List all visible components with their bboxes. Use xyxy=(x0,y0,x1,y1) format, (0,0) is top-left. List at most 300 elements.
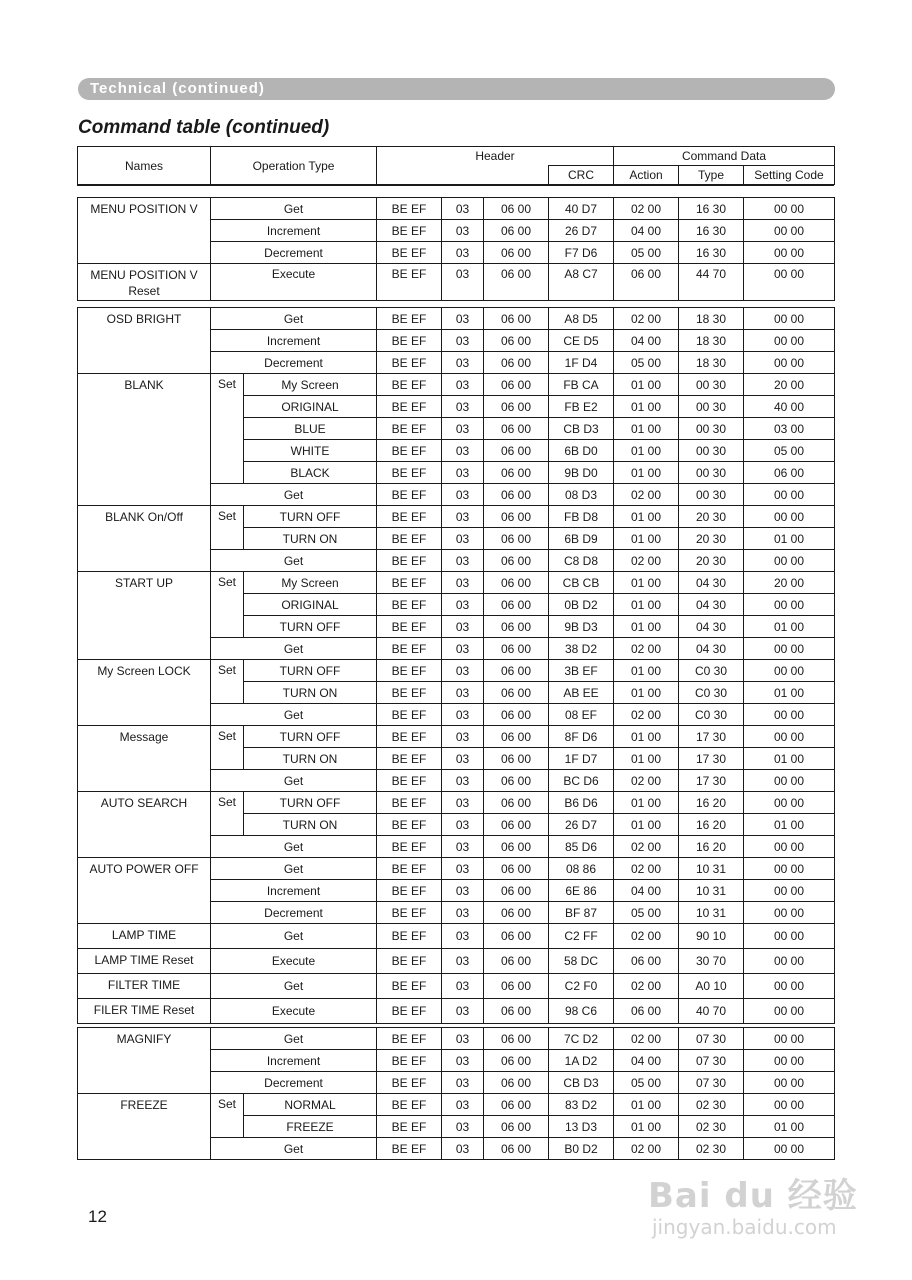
operation-type: Get xyxy=(211,638,377,660)
table-row xyxy=(78,1028,835,1050)
setting-code-value: 00 00 xyxy=(744,1138,835,1160)
action-value: 02 00 xyxy=(614,770,679,792)
type-value: 10 31 xyxy=(679,880,744,902)
header-byte-06-00: 06 00 xyxy=(484,638,549,660)
command-table-group xyxy=(77,307,835,1024)
header-byte-06-00: 06 00 xyxy=(484,748,549,770)
header-byte-06-00: 06 00 xyxy=(484,616,549,638)
setting-code-value: 00 00 xyxy=(744,660,835,682)
crc-value: B0 D2 xyxy=(549,1138,614,1160)
action-value: 02 00 xyxy=(614,836,679,858)
type-value: 17 30 xyxy=(679,770,744,792)
setting-code-value: 00 00 xyxy=(744,638,835,660)
crc-value: 6E 86 xyxy=(549,880,614,902)
col-header-setting-code: Setting Code xyxy=(744,166,835,185)
crc-value: 08 D3 xyxy=(549,484,614,506)
type-value: 20 30 xyxy=(679,550,744,572)
operation-type: Get xyxy=(211,550,377,572)
setting-code-value: 00 00 xyxy=(744,1072,835,1094)
header-byte-06-00: 06 00 xyxy=(484,330,549,352)
header-byte-06-00: 06 00 xyxy=(484,396,549,418)
command-name: MENU POSITION V xyxy=(78,198,211,264)
crc-value: 98 C6 xyxy=(549,999,614,1024)
action-value: 01 00 xyxy=(614,396,679,418)
operation-type: BLACK xyxy=(244,462,377,484)
table-row xyxy=(78,726,835,748)
header-byte-06-00: 06 00 xyxy=(484,352,549,374)
header-byte-be-ef: BE EF xyxy=(377,330,442,352)
header-byte-be-ef: BE EF xyxy=(377,528,442,550)
action-value: 02 00 xyxy=(614,704,679,726)
command-name: MENU POSITION V Reset xyxy=(78,264,211,301)
header-byte-be-ef: BE EF xyxy=(377,506,442,528)
type-value: 04 30 xyxy=(679,616,744,638)
header-byte-be-ef: BE EF xyxy=(377,1094,442,1116)
table-row xyxy=(78,660,835,682)
header-byte-03: 03 xyxy=(442,682,484,704)
crc-value: 08 EF xyxy=(549,704,614,726)
operation-type: Increment xyxy=(211,880,377,902)
header-byte-03: 03 xyxy=(442,726,484,748)
setting-code-value: 01 00 xyxy=(744,748,835,770)
operation-type: Get xyxy=(211,484,377,506)
type-value: 00 30 xyxy=(679,418,744,440)
header-byte-06-00: 06 00 xyxy=(484,902,549,924)
crc-value: A8 C7 xyxy=(549,264,614,301)
operation-type: Get xyxy=(211,974,377,999)
setting-code-value: 00 00 xyxy=(744,506,835,528)
crc-value: 9B D3 xyxy=(549,616,614,638)
watermark-logo: Bai du 经验 xyxy=(648,1176,858,1216)
action-value: 01 00 xyxy=(614,792,679,814)
header-byte-03: 03 xyxy=(442,352,484,374)
operation-type: FREEZE xyxy=(244,1116,377,1138)
header-byte-be-ef: BE EF xyxy=(377,220,442,242)
setting-code-value: 00 00 xyxy=(744,330,835,352)
setting-code-value: 05 00 xyxy=(744,440,835,462)
header-byte-06-00: 06 00 xyxy=(484,880,549,902)
action-value: 01 00 xyxy=(614,528,679,550)
header-byte-03: 03 xyxy=(442,484,484,506)
operation-type: Decrement xyxy=(211,352,377,374)
header-byte-06-00: 06 00 xyxy=(484,814,549,836)
header-byte-be-ef: BE EF xyxy=(377,638,442,660)
operation-type: TURN ON xyxy=(244,682,377,704)
header-byte-be-ef: BE EF xyxy=(377,880,442,902)
header-byte-03: 03 xyxy=(442,974,484,999)
type-value: 02 30 xyxy=(679,1138,744,1160)
operation-type: Get xyxy=(211,704,377,726)
setting-code-value: 00 00 xyxy=(744,594,835,616)
set-label: Set xyxy=(211,726,244,770)
operation-type: Get xyxy=(211,858,377,880)
type-value: 20 30 xyxy=(679,506,744,528)
header-byte-be-ef: BE EF xyxy=(377,770,442,792)
operation-type: My Screen xyxy=(244,572,377,594)
type-value: 16 30 xyxy=(679,242,744,264)
action-value: 01 00 xyxy=(614,572,679,594)
header-byte-03: 03 xyxy=(442,638,484,660)
action-value: 04 00 xyxy=(614,1050,679,1072)
crc-value: CB CB xyxy=(549,572,614,594)
header-byte-be-ef: BE EF xyxy=(377,682,442,704)
crc-value: CB D3 xyxy=(549,418,614,440)
type-value: 18 30 xyxy=(679,330,744,352)
header-byte-be-ef: BE EF xyxy=(377,999,442,1024)
type-value: 07 30 xyxy=(679,1050,744,1072)
crc-value: 83 D2 xyxy=(549,1094,614,1116)
header-byte-06-00: 06 00 xyxy=(484,1028,549,1050)
header-byte-06-00: 06 00 xyxy=(484,792,549,814)
header-byte-be-ef: BE EF xyxy=(377,484,442,506)
header-byte-03: 03 xyxy=(442,572,484,594)
header-byte-06-00: 06 00 xyxy=(484,572,549,594)
header-byte-03: 03 xyxy=(442,374,484,396)
command-name: AUTO POWER OFF xyxy=(78,858,211,924)
col-header-header: Header xyxy=(377,147,614,166)
header-byte-06-00: 06 00 xyxy=(484,418,549,440)
header-byte-06-00: 06 00 xyxy=(484,770,549,792)
type-value: 17 30 xyxy=(679,726,744,748)
command-name: LAMP TIME Reset xyxy=(78,949,211,974)
header-divider xyxy=(77,185,834,188)
set-label: Set xyxy=(211,506,244,550)
operation-type: TURN OFF xyxy=(244,616,377,638)
action-value: 01 00 xyxy=(614,748,679,770)
set-label: Set xyxy=(211,660,244,704)
operation-type: WHITE xyxy=(244,440,377,462)
table-row xyxy=(78,198,835,220)
crc-value: 6B D0 xyxy=(549,440,614,462)
type-value: 00 30 xyxy=(679,440,744,462)
operation-type: TURN ON xyxy=(244,814,377,836)
type-value: 17 30 xyxy=(679,748,744,770)
header-byte-be-ef: BE EF xyxy=(377,1028,442,1050)
action-value: 02 00 xyxy=(614,308,679,330)
type-value: 16 30 xyxy=(679,220,744,242)
setting-code-value: 00 00 xyxy=(744,484,835,506)
command-table-header xyxy=(77,146,835,185)
header-byte-03: 03 xyxy=(442,330,484,352)
col-header-type: Type xyxy=(679,166,744,185)
action-value: 02 00 xyxy=(614,858,679,880)
action-value: 01 00 xyxy=(614,462,679,484)
header-byte-03: 03 xyxy=(442,660,484,682)
action-value: 06 00 xyxy=(614,949,679,974)
operation-type: Execute xyxy=(211,999,377,1024)
header-byte-be-ef: BE EF xyxy=(377,418,442,440)
operation-type: TURN ON xyxy=(244,528,377,550)
header-byte-06-00: 06 00 xyxy=(484,1116,549,1138)
table-row xyxy=(78,974,835,999)
header-byte-be-ef: BE EF xyxy=(377,1138,442,1160)
type-value: 40 70 xyxy=(679,999,744,1024)
table-row xyxy=(78,858,835,880)
action-value: 02 00 xyxy=(614,638,679,660)
action-value: 01 00 xyxy=(614,374,679,396)
action-value: 01 00 xyxy=(614,594,679,616)
type-value: 02 30 xyxy=(679,1116,744,1138)
setting-code-value: 00 00 xyxy=(744,1050,835,1072)
col-header-operation-type: Operation Type xyxy=(211,147,377,185)
crc-value: 38 D2 xyxy=(549,638,614,660)
action-value: 01 00 xyxy=(614,660,679,682)
operation-type: Execute xyxy=(211,949,377,974)
header-byte-be-ef: BE EF xyxy=(377,748,442,770)
header-byte-be-ef: BE EF xyxy=(377,616,442,638)
action-value: 01 00 xyxy=(614,616,679,638)
action-value: 02 00 xyxy=(614,1028,679,1050)
type-value: A0 10 xyxy=(679,974,744,999)
table-row xyxy=(78,924,835,949)
action-value: 01 00 xyxy=(614,440,679,462)
header-byte-03: 03 xyxy=(442,902,484,924)
header-byte-be-ef: BE EF xyxy=(377,396,442,418)
type-value: C0 30 xyxy=(679,704,744,726)
header-byte-03: 03 xyxy=(442,220,484,242)
header-byte-06-00: 06 00 xyxy=(484,242,549,264)
type-value: 02 30 xyxy=(679,1094,744,1116)
crc-value: B6 D6 xyxy=(549,792,614,814)
operation-type: ORIGINAL xyxy=(244,396,377,418)
header-byte-03: 03 xyxy=(442,462,484,484)
header-byte-06-00: 06 00 xyxy=(484,682,549,704)
action-value: 02 00 xyxy=(614,924,679,949)
operation-type: My Screen xyxy=(244,374,377,396)
header-byte-03: 03 xyxy=(442,1072,484,1094)
crc-value: 40 D7 xyxy=(549,198,614,220)
crc-value: CB D3 xyxy=(549,1072,614,1094)
header-byte-06-00: 06 00 xyxy=(484,440,549,462)
setting-code-value: 01 00 xyxy=(744,682,835,704)
operation-type: Get xyxy=(211,198,377,220)
table-row xyxy=(78,999,835,1024)
header-byte-03: 03 xyxy=(442,242,484,264)
header-byte-be-ef: BE EF xyxy=(377,594,442,616)
operation-type: TURN OFF xyxy=(244,506,377,528)
command-name: Message xyxy=(78,726,211,792)
table-row xyxy=(78,1094,835,1116)
setting-code-value: 00 00 xyxy=(744,792,835,814)
crc-value: 0B D2 xyxy=(549,594,614,616)
header-byte-06-00: 06 00 xyxy=(484,484,549,506)
col-header-action: Action xyxy=(614,166,679,185)
header-byte-03: 03 xyxy=(442,418,484,440)
setting-code-value: 00 00 xyxy=(744,999,835,1024)
type-value: 10 31 xyxy=(679,858,744,880)
setting-code-value: 00 00 xyxy=(744,198,835,220)
type-value: 30 70 xyxy=(679,949,744,974)
action-value: 01 00 xyxy=(614,814,679,836)
operation-type: Increment xyxy=(211,1050,377,1072)
type-value: 16 20 xyxy=(679,792,744,814)
operation-type: TURN ON xyxy=(244,748,377,770)
setting-code-value: 00 00 xyxy=(744,858,835,880)
operation-type: Get xyxy=(211,836,377,858)
setting-code-value: 00 00 xyxy=(744,1028,835,1050)
operation-type: NORMAL xyxy=(244,1094,377,1116)
operation-type: Decrement xyxy=(211,902,377,924)
header-byte-be-ef: BE EF xyxy=(377,242,442,264)
setting-code-value: 00 00 xyxy=(744,902,835,924)
crc-value: 08 86 xyxy=(549,858,614,880)
header-byte-be-ef: BE EF xyxy=(377,1050,442,1072)
operation-type: Get xyxy=(211,1028,377,1050)
command-name: FREEZE xyxy=(78,1094,211,1160)
action-value: 02 00 xyxy=(614,198,679,220)
action-value: 05 00 xyxy=(614,902,679,924)
col-header-command-data: Command Data xyxy=(614,147,835,166)
type-value: 16 20 xyxy=(679,836,744,858)
type-value: C0 30 xyxy=(679,660,744,682)
crc-value: 26 D7 xyxy=(549,220,614,242)
header-byte-03: 03 xyxy=(442,949,484,974)
type-value: 16 20 xyxy=(679,814,744,836)
type-value: 44 70 xyxy=(679,264,744,301)
header-byte-03: 03 xyxy=(442,1116,484,1138)
action-value: 02 00 xyxy=(614,974,679,999)
type-value: 18 30 xyxy=(679,308,744,330)
header-byte-03: 03 xyxy=(442,999,484,1024)
crc-value: 1F D4 xyxy=(549,352,614,374)
header-byte-06-00: 06 00 xyxy=(484,1094,549,1116)
setting-code-value: 00 00 xyxy=(744,220,835,242)
header-byte-06-00: 06 00 xyxy=(484,836,549,858)
setting-code-value: 00 00 xyxy=(744,974,835,999)
setting-code-value: 01 00 xyxy=(744,1116,835,1138)
header-byte-06-00: 06 00 xyxy=(484,220,549,242)
setting-code-value: 00 00 xyxy=(744,726,835,748)
header-byte-03: 03 xyxy=(442,792,484,814)
header-byte-be-ef: BE EF xyxy=(377,198,442,220)
setting-code-value: 01 00 xyxy=(744,616,835,638)
command-table-group xyxy=(77,197,835,301)
header-byte-be-ef: BE EF xyxy=(377,704,442,726)
crc-value: C8 D8 xyxy=(549,550,614,572)
header-byte-03: 03 xyxy=(442,616,484,638)
action-value: 02 00 xyxy=(614,1138,679,1160)
header-byte-03: 03 xyxy=(442,264,484,301)
command-name: FILER TIME Reset xyxy=(78,999,211,1024)
crc-value: CE D5 xyxy=(549,330,614,352)
operation-type: Decrement xyxy=(211,1072,377,1094)
setting-code-value: 01 00 xyxy=(744,528,835,550)
header-byte-be-ef: BE EF xyxy=(377,924,442,949)
set-label: Set xyxy=(211,374,244,484)
header-byte-03: 03 xyxy=(442,814,484,836)
header-byte-be-ef: BE EF xyxy=(377,440,442,462)
header-byte-06-00: 06 00 xyxy=(484,550,549,572)
header-byte-06-00: 06 00 xyxy=(484,1138,549,1160)
operation-type: TURN OFF xyxy=(244,792,377,814)
header-byte-be-ef: BE EF xyxy=(377,352,442,374)
operation-type: ORIGINAL xyxy=(244,594,377,616)
action-value: 01 00 xyxy=(614,682,679,704)
page-title: Command table (continued) xyxy=(78,117,330,138)
operation-type: Decrement xyxy=(211,242,377,264)
operation-type: Execute xyxy=(211,264,377,301)
action-value: 04 00 xyxy=(614,880,679,902)
section-banner-label: Technical (continued) xyxy=(90,80,265,97)
header-byte-03: 03 xyxy=(442,924,484,949)
setting-code-value: 00 00 xyxy=(744,836,835,858)
header-byte-be-ef: BE EF xyxy=(377,858,442,880)
header-byte-03: 03 xyxy=(442,308,484,330)
header-byte-06-00: 06 00 xyxy=(484,1072,549,1094)
type-value: 04 30 xyxy=(679,638,744,660)
action-value: 04 00 xyxy=(614,220,679,242)
type-value: 90 10 xyxy=(679,924,744,949)
command-name: FILTER TIME xyxy=(78,974,211,999)
header-byte-be-ef: BE EF xyxy=(377,726,442,748)
action-value: 06 00 xyxy=(614,999,679,1024)
page-number: 12 xyxy=(88,1207,107,1226)
crc-value: F7 D6 xyxy=(549,242,614,264)
header-byte-06-00: 06 00 xyxy=(484,462,549,484)
header-byte-03: 03 xyxy=(442,198,484,220)
action-value: 04 00 xyxy=(614,330,679,352)
operation-type: Get xyxy=(211,770,377,792)
header-byte-06-00: 06 00 xyxy=(484,1050,549,1072)
header-byte-03: 03 xyxy=(442,528,484,550)
command-name: BLANK On/Off xyxy=(78,506,211,572)
action-value: 05 00 xyxy=(614,242,679,264)
header-byte-be-ef: BE EF xyxy=(377,1116,442,1138)
header-byte-be-ef: BE EF xyxy=(377,572,442,594)
crc-value: 7C D2 xyxy=(549,1028,614,1050)
set-label: Set xyxy=(211,572,244,638)
setting-code-value: 00 00 xyxy=(744,1094,835,1116)
action-value: 05 00 xyxy=(614,352,679,374)
command-name: BLANK xyxy=(78,374,211,506)
header-byte-06-00: 06 00 xyxy=(484,660,549,682)
action-value: 05 00 xyxy=(614,1072,679,1094)
crc-value: FB E2 xyxy=(549,396,614,418)
action-value: 01 00 xyxy=(614,1116,679,1138)
table-row xyxy=(78,308,835,330)
header-byte-03: 03 xyxy=(442,1028,484,1050)
action-value: 06 00 xyxy=(614,264,679,301)
type-value: 00 30 xyxy=(679,484,744,506)
header-byte-06-00: 06 00 xyxy=(484,528,549,550)
header-byte-03: 03 xyxy=(442,1050,484,1072)
action-value: 01 00 xyxy=(614,726,679,748)
setting-code-value: 20 00 xyxy=(744,572,835,594)
type-value: 00 30 xyxy=(679,396,744,418)
table-row xyxy=(78,792,835,814)
crc-value: FB CA xyxy=(549,374,614,396)
header-byte-be-ef: BE EF xyxy=(377,1072,442,1094)
command-name: START UP xyxy=(78,572,211,660)
header-byte-06-00: 06 00 xyxy=(484,924,549,949)
command-name: AUTO SEARCH xyxy=(78,792,211,858)
header-byte-03: 03 xyxy=(442,396,484,418)
type-value: 18 30 xyxy=(679,352,744,374)
setting-code-value: 00 00 xyxy=(744,704,835,726)
header-byte-be-ef: BE EF xyxy=(377,902,442,924)
header-byte-06-00: 06 00 xyxy=(484,974,549,999)
action-value: 01 00 xyxy=(614,418,679,440)
header-byte-06-00: 06 00 xyxy=(484,704,549,726)
crc-value: C2 F0 xyxy=(549,974,614,999)
header-byte-06-00: 06 00 xyxy=(484,308,549,330)
type-value: 00 30 xyxy=(679,462,744,484)
type-value: C0 30 xyxy=(679,682,744,704)
table-row xyxy=(78,572,835,594)
header-byte-be-ef: BE EF xyxy=(377,792,442,814)
setting-code-value: 00 00 xyxy=(744,949,835,974)
setting-code-value: 00 00 xyxy=(744,770,835,792)
